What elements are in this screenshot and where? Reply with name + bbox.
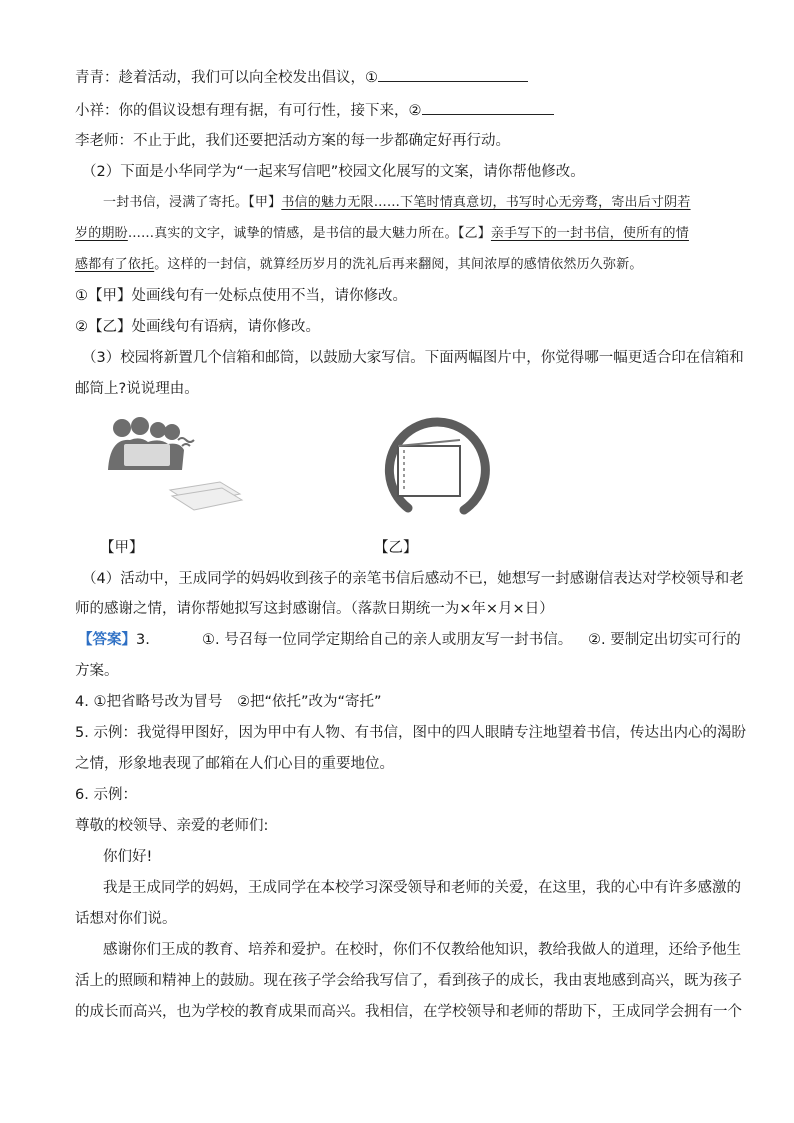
dialogue-xiaoxiang bbox=[75, 100, 554, 121]
dialogue-teacher: 李老师：不止于此，我们还要把活动方案的每一步都确定好再行动。 bbox=[75, 133, 510, 149]
letter-paragraph-1: 我是王成同学的妈妈，王成同学在本校学习深受领导和老师的关爱，在这里，我的心中有许多感激的 bbox=[103, 880, 741, 896]
answer-6: 6. 示例： bbox=[75, 787, 137, 803]
hand-text: 一封书信，浸满了寄托。【甲】 bbox=[103, 195, 282, 210]
sub-question-1: ①【甲】处画线句有一处标点使用不当，请你修改。 bbox=[75, 288, 407, 304]
letter-paragraph-1-cont: 话想对你们说。 bbox=[75, 911, 177, 927]
letter-greeting: 你们好! bbox=[103, 849, 153, 865]
underlined-sentence-jia: 岁的期盼 bbox=[75, 226, 128, 241]
answer-3a: ①. 号召每一位同学定期给自己的亲人或朋友写一封书信。 bbox=[202, 632, 573, 648]
answer-4: 4. ①把省略号改为冒号 ②把“依托”改为“寄托” bbox=[75, 694, 382, 710]
handwritten-line-3 bbox=[75, 255, 643, 275]
letter-salutation: 尊敬的校领导、亲爱的老师们: bbox=[75, 818, 269, 834]
answer-tag: 【答案】 bbox=[78, 632, 136, 648]
hand-text: ……真实的文字，诚挚的情感，是书信的最大魅力所在。【乙】 bbox=[127, 226, 491, 241]
answer-blank bbox=[422, 100, 554, 115]
hand-text: 。这样的一封信，就算经历岁月的洗礼后再来翻阅，其间浓厚的感情依然历久弥新。 bbox=[154, 257, 643, 272]
answer-blank bbox=[378, 67, 528, 82]
letter-paragraph-2-cont2: 的成长而高兴，也为学校的教育成果而高兴。我相信，在学校领导和老师的帮助下，王成同学会拥有一个 bbox=[75, 1004, 742, 1020]
picture-yi-caption: 【乙】 bbox=[374, 540, 418, 556]
sub-question-2: ②【乙】处画线句有语病，请你修改。 bbox=[75, 319, 320, 335]
answer-3-cont: 方案。 bbox=[75, 663, 119, 679]
question-3: （3）校园将新置几个信箱和邮筒，以鼓励大家写信。下面两幅图片中，你觉得哪一幅更适合印在信箱和 bbox=[82, 350, 744, 366]
dialogue-text: 青青：趁着活动，我们可以向全校发出倡议，① bbox=[75, 70, 378, 86]
underlined-sentence-yi: 亲手写下的一封书信，使所有的情 bbox=[490, 226, 689, 241]
question-4: （4）活动中，王成同学的妈妈收到孩子的亲笔书信后感动不已，她想写一封感谢信表达对学校领导和老 bbox=[82, 571, 744, 587]
handwritten-line-1 bbox=[103, 193, 691, 213]
answer-5-cont: 之情，形象地表现了邮箱在人们心目的重要地位。 bbox=[75, 756, 394, 772]
picture-jia-caption: 【甲】 bbox=[100, 540, 144, 556]
answer-3-line bbox=[78, 630, 741, 650]
question-2: （2）下面是小华同学为“一起来写信吧”校园文化展写的文案，请你帮他修改。 bbox=[82, 164, 585, 180]
picture-yi-stamp-icon bbox=[368, 412, 494, 528]
letter-paragraph-2-cont: 活上的照顾和精神上的鼓励。现在孩子学会给我写信了，看到孩子的成长，我由衷地感到高兴，既为孩子 bbox=[75, 973, 742, 989]
answer-5: 5. 示例：我觉得甲图好，因为甲中有人物、有书信，图中的四人眼睛专注地望着书信，传达出内心的渴盼 bbox=[75, 725, 746, 741]
answer-3b: ②. 要制定出切实可行的 bbox=[588, 632, 741, 648]
picture-jia-readers-icon bbox=[100, 410, 250, 522]
answer-number: 3. bbox=[136, 632, 150, 648]
underlined-sentence-jia: 书信的魅力无限……下笔时情真意切，书写时心无旁骛，寄出后寸阴若 bbox=[281, 195, 691, 210]
dialogue-text: 小祥：你的倡议设想有理有据，有可行性，接下来，② bbox=[75, 103, 422, 119]
letter-paragraph-2: 感谢你们王成的教育、培养和爱护。在校时，你们不仅教给他知识，教给我做人的道理，还给予他生 bbox=[103, 942, 741, 958]
question-4-cont: 师的感谢之情，请你帮她拟写这封感谢信。（落款日期统一为×年×月×日） bbox=[75, 601, 554, 617]
underlined-sentence-yi: 感都有了依托 bbox=[75, 257, 155, 272]
handwritten-line-2 bbox=[75, 224, 689, 244]
dialogue-qingqing bbox=[75, 67, 528, 88]
question-3-cont: 邮筒上?说说理由。 bbox=[75, 381, 199, 397]
